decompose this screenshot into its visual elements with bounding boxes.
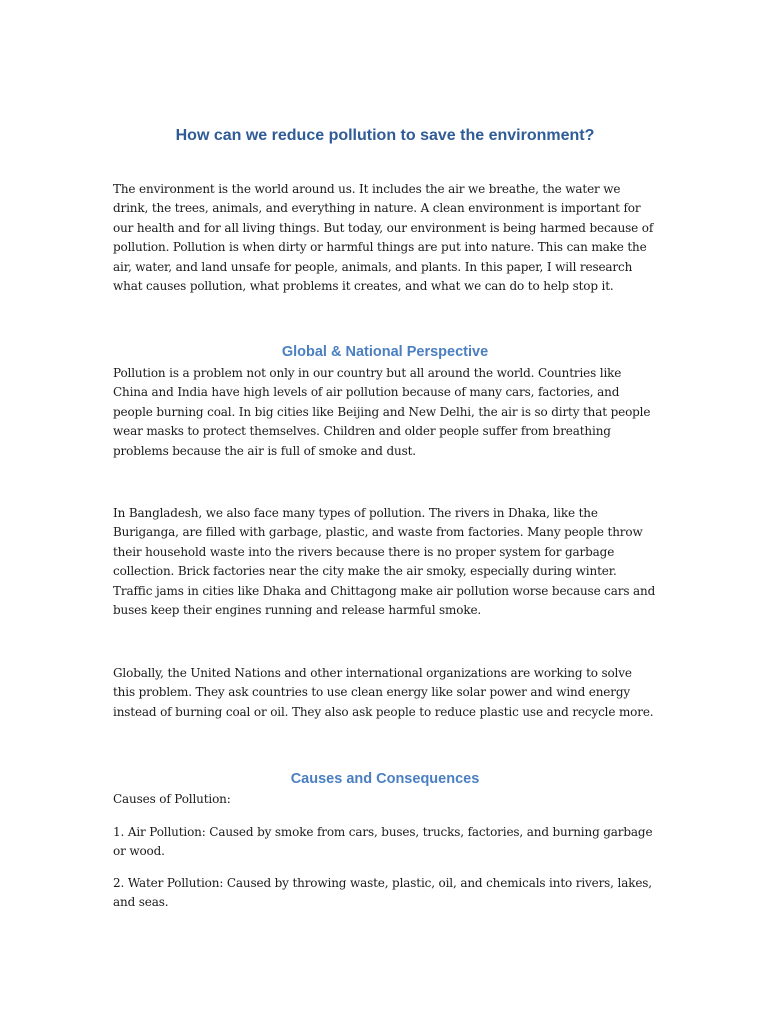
- document-title: How can we reduce pollution to save the environment?: [175, 127, 595, 144]
- list-item-air-pollution: 1. Air Pollution: Caused by smoke from cars, buses, trucks, factories, and burning garbage or wood.: [113, 825, 653, 859]
- paragraph-global-pollution: Pollution is a problem not only in our country but all around the world. Countries like China and India have high levels of air pollution because of many cars, factories, and people burning coal. In big cities like Beijing and New Delhi, the air is so dirty that people wear masks to protect themselves. Children and older people suffer from breathing problems because the air is full of smoke and dust.: [113, 366, 651, 458]
- paragraph-bangladesh-pollution: In Bangladesh, we also face many types of pollution. The rivers in Dhaka, like the Buriganga, are filled with garbage, plastic, and waste from factories. Many people throw their household waste into the rivers because there is no proper system for garbage collection. Brick factories near the city make the air smoky, especially during winter. Traffic jams in cities like Dhaka and Chittagong make air pollution worse because cars and buses keep their engines running and release harmful smoke.: [113, 506, 656, 618]
- intro-paragraph: The environment is the world around us. It includes the air we breathe, the water we drink, the trees, animals, and everything in nature. A clean environment is important for our health and for all living things. But today, our environment is being harmed because of pollution. Pollution is when dirty or harmful things are put into nature. This can make the air, water, and land unsafe for people, animals, and plants. In this paper, I will research what causes pollution, what problems it creates, and what we can do to help stop it.: [113, 182, 654, 294]
- causes-label: Causes of Pollution:: [113, 792, 231, 806]
- section-heading-causes-consequences: Causes and Consequences: [290, 771, 480, 787]
- paragraph-global-efforts: Globally, the United Nations and other international organizations are working to solve this problem. They ask countries to use clean energy like solar power and wind energy instead of burning coal or oil. They also ask people to reduce plastic use and recycle more.: [113, 666, 654, 719]
- document-page: [113, 0, 657, 1024]
- section-heading-global-national: Global & National Perspective: [281, 344, 489, 360]
- list-item-water-pollution: 2. Water Pollution: Caused by throwing waste, plastic, oil, and chemicals into rivers, lakes, and seas.: [113, 876, 652, 910]
